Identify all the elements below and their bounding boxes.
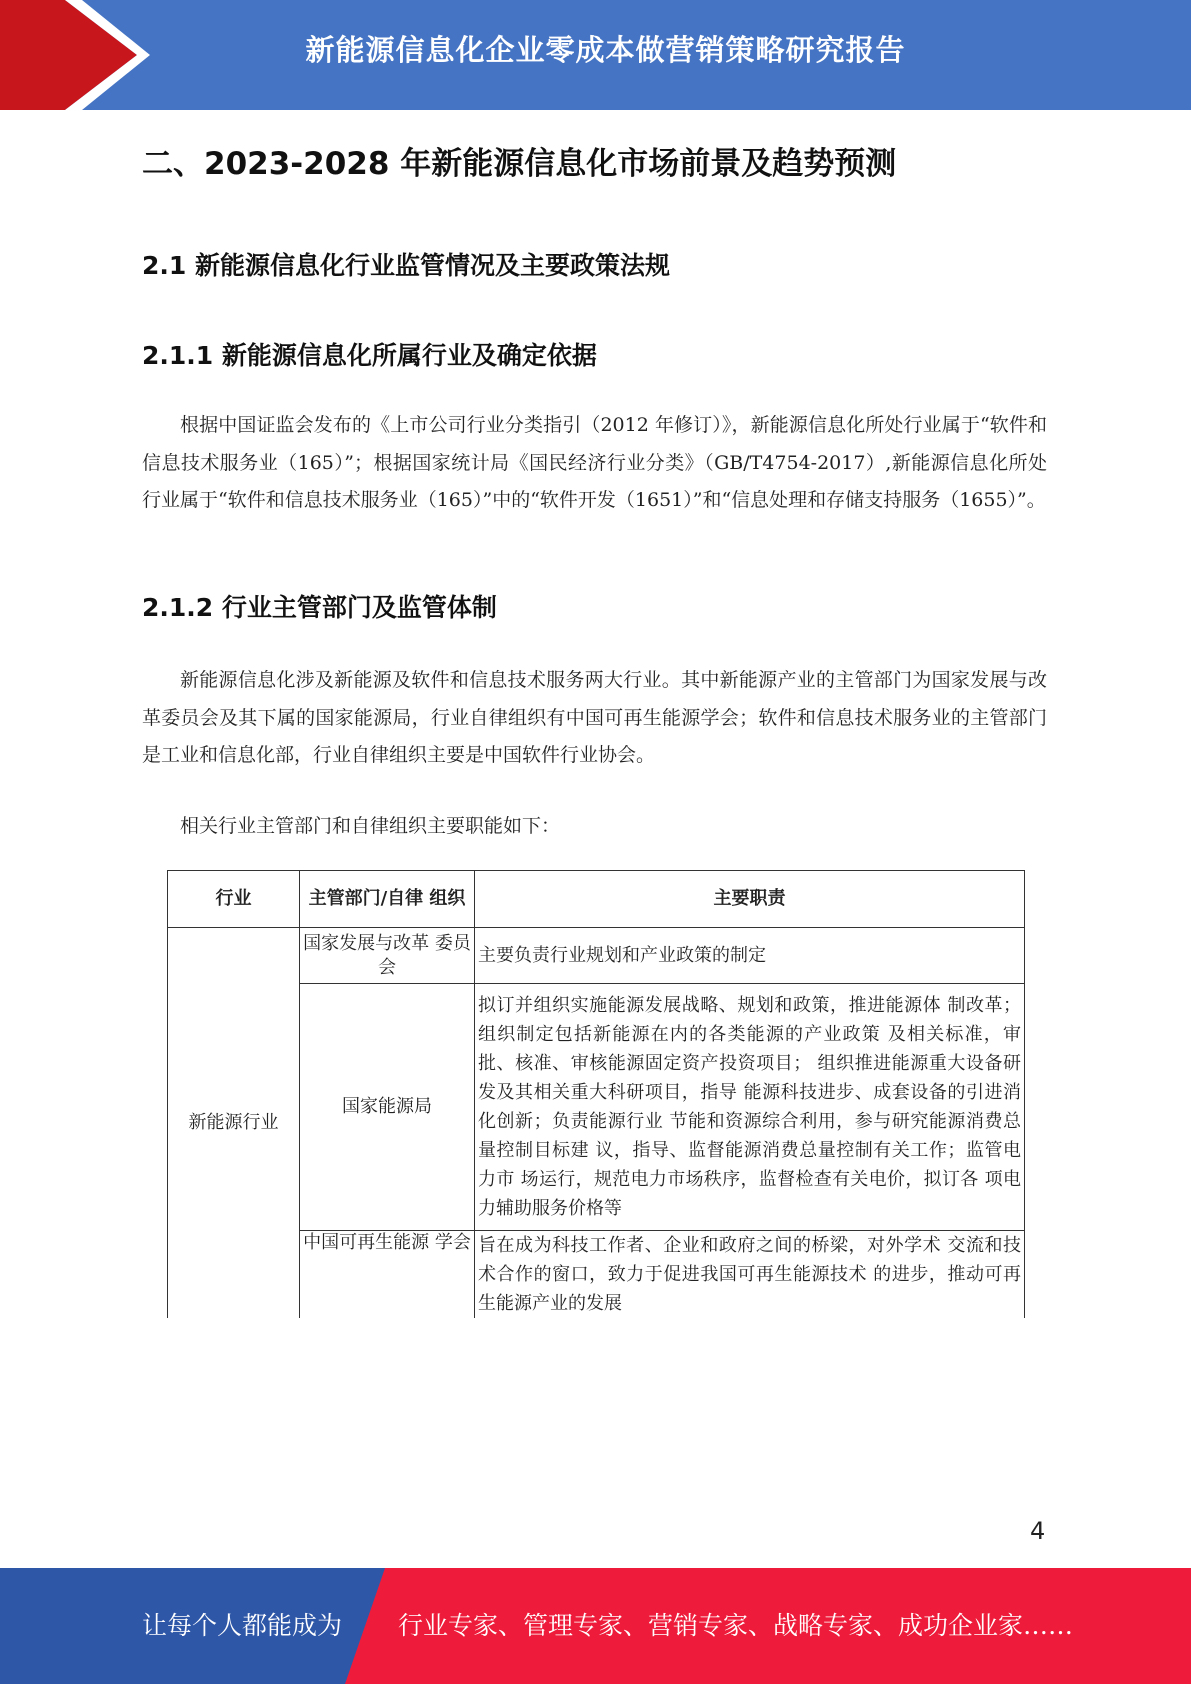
paragraph-regulatory-system: 新能源信息化涉及新能源及软件和信息技术服务两大行业。其中新能源产业的主管部门为国家发展与改革委员会及其下属的国家能源局，行业自律组织有中国可再生能源学会；软件和信息技术服务业的主管部门是工业和信息化部，行业自律组织主要是中国软件行业协会。 [142,669,1047,766]
subsection-heading-2-1-2: 2.1.2 行业主管部门及监管体制 [142,593,497,622]
regulator-duties-table [167,870,1025,1318]
subsection-heading-2-1-1: 2.1.1 新能源信息化所属行业及确定依据 [142,341,597,370]
section-heading: 二、2023-2028 年新能源信息化市场前景及趋势预测 [142,146,897,182]
header-industry: 行业 [168,871,300,928]
footer-slogan-right: 行业专家、管理专家、营销专家、战略专家、成功企业家…… [398,1611,1074,1640]
subsection-heading-2-1: 2.1 新能源信息化行业监管情况及主要政策法规 [142,251,670,280]
page-number: 4 [1030,1517,1046,1545]
header-department: 主管部门/自律 组织 [300,871,475,928]
report-title: 新能源信息化企业零成本做营销策略研究报告 [305,33,906,67]
duty-cell: 主要负责行业规划和产业政策的制定 [475,928,1025,984]
duty-cell: 旨在成为科技工作者、企业和政府之间的桥梁，对外学术 交流和技术合作的窗口，致力于促进我国可再生能源技术 的进步，推动可再生能源产业的发展 [475,1231,1025,1319]
report-header [0,0,1191,110]
paragraph-industry-basis: 根据中国证监会发布的《上市公司行业分类指引（2012 年修订）》，新能源信息化所处行业属于“软件和信息技术服务业（165）”；根据国家统计局《国民经济行业分类》（GB/T4754-2017）,新能源信息化所处行业属于“软件和信息技术服务业（165）”中的“软件开发（1651）”和“信息处理和存储支持服务（1655）”。 [142,414,1047,511]
footer-slogan-left: 让每个人都能成为 [142,1611,343,1640]
department-cell: 国家能源局 [300,984,475,1231]
paragraph-table-intro: 相关行业主管部门和自律组织主要职能如下： [180,815,561,837]
table-header-row [168,871,1025,928]
duty-cell: 拟订并组织实施能源发展战略、规划和政策，推进能源体 制改革；组织制定包括新能源在内的各类能源的产业政策 及相关标准，审批、核准、审核能源固定资产投资项目； 组织推进能源重大设备研发及其相关重大科研项目，指导 能源科技进步、成套设备的引进消化创新；负责能源行业 节能和资源综合利用，参与研究能源消费总量控制目标建 议，指导、监督能源消费总量控制有关工作；监管电力市 场运行，规范电力市场秩序，监督检查有关电价，拟订各 项电力辅助服务价格等 [475,984,1025,1231]
report-footer [0,1568,1191,1684]
table-row [168,928,1025,984]
department-cell: 中国可再生能源 学会 [300,1231,475,1319]
department-cell: 国家发展与改革 委员会 [300,928,475,984]
industry-cell: 新能源行业 [168,928,300,1319]
header-duties: 主要职责 [475,871,1025,928]
